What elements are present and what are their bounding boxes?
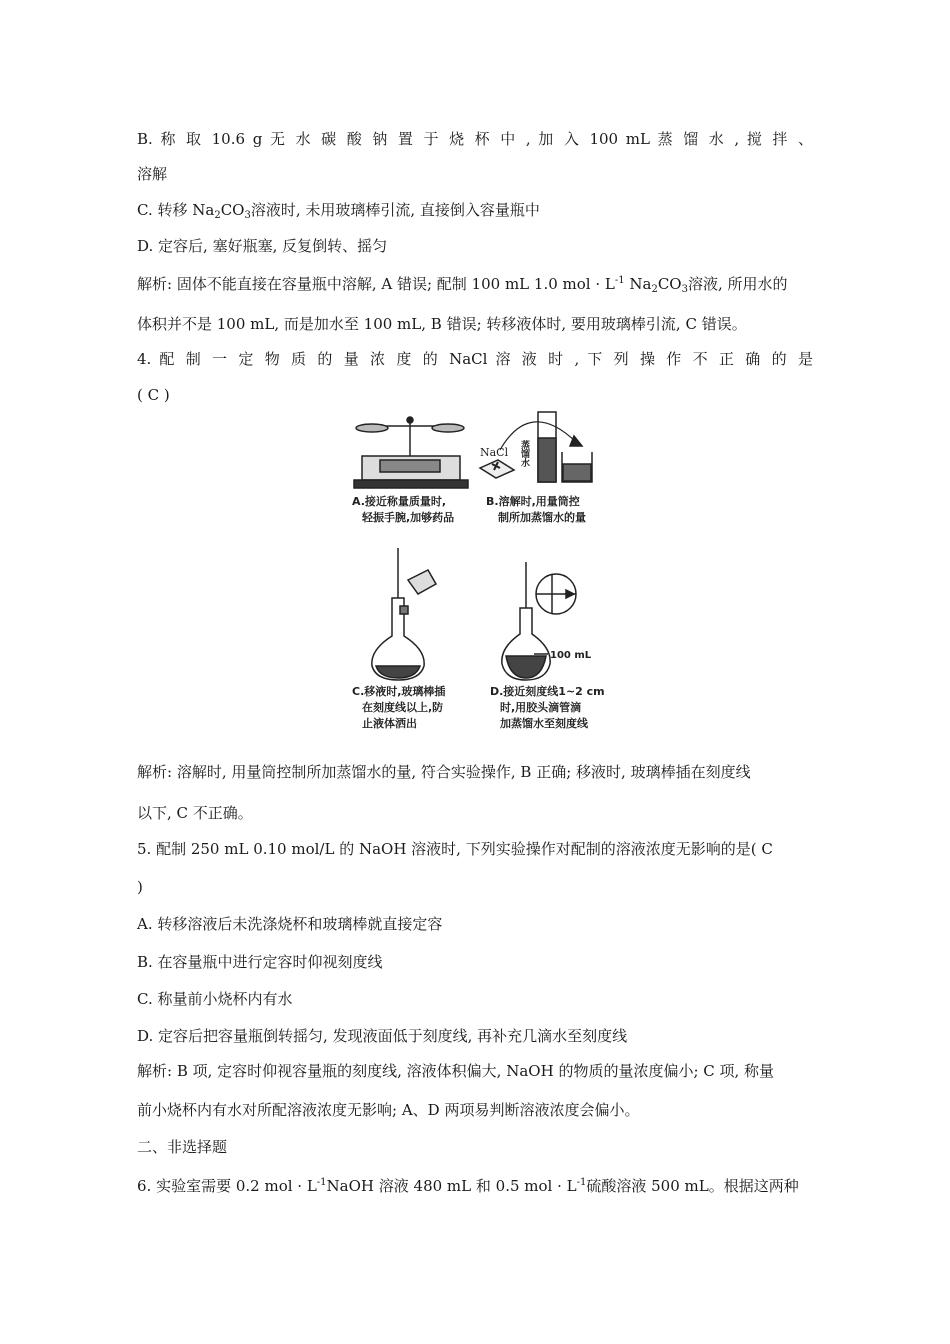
q5-analysis-line2: 前小烧杯内有水对所配溶液浓度无影响; A、D 两项易判断溶液浓度会偏小。: [137, 1101, 640, 1119]
q3-analysis-line2: 体积并不是 100 mL, 而是加水至 100 mL, B 错误; 转移液体时, 要用玻璃棒引流, C 错误。: [137, 315, 747, 333]
q5-option-a: A. 转移溶液后未洗涤烧杯和玻璃棒就直接定容: [137, 915, 443, 933]
q5-option-b: B. 在容量瓶中进行定容时仰视刻度线: [137, 953, 383, 971]
section-title: 二、非选择题: [137, 1138, 228, 1156]
dropper-flask-icon: [502, 562, 576, 680]
caption-b-line2: 制所加蒸馏水的量: [498, 511, 586, 524]
caption-b-line1: B.溶解时,用量筒控: [486, 495, 580, 508]
q5-option-c: C. 称量前小烧杯内有水: [137, 990, 293, 1008]
caption-c-line1: C.移液时,玻璃棒插: [352, 685, 446, 698]
q5-analysis-line1: 解析: B 项, 定容时仰视容量瓶的刻度线, 溶液体积偏大, NaOH 的物质的量浓度偏小; C 项, 称量: [137, 1062, 775, 1080]
q3-option-d: D. 定容后, 塞好瓶塞, 反复倒转、摇匀: [137, 237, 388, 255]
q5-option-d: D. 定容后把容量瓶倒转摇匀, 发现液面低于刻度线, 再补充几滴水至刻度线: [137, 1027, 628, 1045]
caption-a-line1: A.接近称量质量时,: [352, 495, 447, 508]
q3-option-b-line2: 溶解: [137, 165, 168, 183]
caption-c-line3: 止液体洒出: [362, 717, 417, 730]
water-label: 蒸馏水: [519, 440, 529, 467]
q4-analysis-line1: 解析: 溶解时, 用量筒控制所加蒸馏水的量, 符合实验操作, B 正确; 移液时, 玻璃棒插在刻度线: [137, 763, 751, 781]
caption-d-line3: 加蒸馏水至刻度线: [500, 717, 588, 730]
q3-option-c: C. 转移 $Na_2CO_3$溶液时, 未用玻璃棒引流, 直接倒入容量瓶中: [137, 201, 540, 221]
q3-analysis-line1: 解析: 固体不能直接在容量瓶中溶解, A 错误; 配制 100 mL 1.0 mol · $L^{-1}$ $Na_2CO_3$溶液, 所用水的: [137, 275, 788, 295]
caption-a-line2: 轻振手腕,加够药品: [362, 511, 455, 524]
q6-stem-line1: 6. 实验室需要 0.2 mol · $L^{-1}NaOH$ 溶液 480 mL 和 0.5 mol · $L^{-1}$硫酸溶液 500 mL。根据这两种: [137, 1177, 799, 1195]
q5-stem-line2: ): [137, 878, 143, 896]
q4-analysis-line2: 以下, C 不正确。: [137, 804, 253, 822]
q3-option-b-line1: B. 称 取 10.6 g 无 水 碳 酸 钠 置 于 烧 杯 中 , 加 入 100 mL 蒸 馏 水 , 搅 拌 、: [137, 130, 813, 148]
caption-d-line2: 时,用胶头滴管滴: [500, 701, 582, 714]
volume-label: 100 mL: [550, 650, 592, 661]
caption-c-line2: 在刻度线以上,防: [362, 701, 444, 714]
balance-icon: [354, 417, 468, 488]
q4-stem-line2: ( C ): [137, 386, 170, 404]
volumetric-flask-icon: [372, 548, 436, 680]
q5-stem-line1: 5. 配制 250 mL 0.10 mol/L 的 NaOH 溶液时, 下列实验操作对配制的溶液浓度无影响的是( C: [137, 840, 773, 858]
caption-d-line1: D.接近刻度线1~2 cm: [490, 685, 605, 698]
nacl-label: NaCl: [480, 446, 509, 459]
q4-stem-line1: 4. 配 制 一 定 物 质 的 量 浓 度 的 NaCl 溶 液 时 , 下 列 操 作 不 正 确 的 是: [137, 350, 813, 368]
lab-operations-figure: [340, 398, 622, 736]
